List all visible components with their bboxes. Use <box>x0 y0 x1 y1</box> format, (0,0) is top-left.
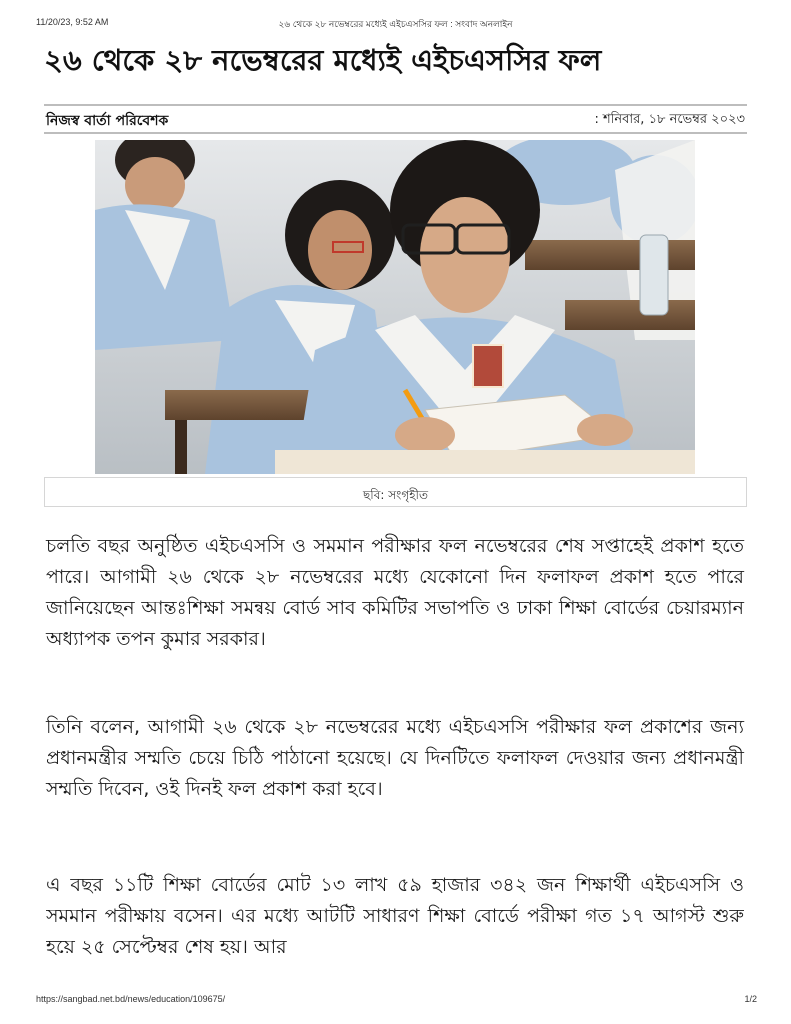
article-headline: ২৬ থেকে ২৮ নভেম্বরের মধ্যেই এইচএসসির ফল <box>44 43 602 77</box>
print-footer <box>0 994 791 1008</box>
print-url[interactable]: https://sangbad.net.bd/news/education/109675/ <box>36 994 226 1004</box>
article-photo <box>95 140 695 474</box>
publish-date: : শনিবার, ১৮ নভেম্বর ২০২৩ <box>594 112 745 127</box>
print-page-number: 1/2 <box>744 994 757 1004</box>
article-paragraph: তিনি বলেন, আগামী ২৬ থেকে ২৮ নভেম্বরের মধ্যে এইচএসসি পরীক্ষার ফল প্রকাশের জন্য প্রধানমন্ত্রীর সম্মতি চেয়ে চিঠি পাঠানো হয়েছে। যে দিনটিতে ফলাফল দেওয়ার জন্য প্রধানমন্ত্রী সম্মতি দিবেন, ওই দিনই ফল প্রকাশ করা হবে। <box>46 716 744 800</box>
author-name[interactable]: নিজস্ব বার্তা পরিবেশক <box>46 113 169 129</box>
photo-caption-text: ছবি: সংগৃহীত <box>363 488 428 502</box>
byline-bar <box>44 104 747 134</box>
print-page-title: ২৬ থেকে ২৮ নভেম্বরের মধ্যেই এইচএসসির ফল : সংবাদ অনলাইন <box>278 19 513 29</box>
print-header <box>0 17 791 31</box>
article-paragraph: এ বছর ১১টি শিক্ষা বোর্ডের মোট ১৩ লাখ ৫৯ হাজার ৩৪২ জন শিক্ষার্থী এইচএসসি ও সমমান পরীক্ষায় বসেন। এর মধ্যে আটটি সাধারণ শিক্ষা বোর্ডে পরীক্ষা গত ১৭ আগস্ট শুরু হয়ে ২৫ সেপ্টেম্বর শেষ হয়। আর <box>46 874 744 958</box>
print-timestamp: 11/20/23, 9:52 AM <box>36 17 109 27</box>
article-paragraph: চলতি বছর অনুষ্ঠিত এইচএসসি ও সমমান পরীক্ষার ফল নভেম্বরের শেষ সপ্তাহেই প্রকাশ হতে পারে। আগামী ২৬ থেকে ২৮ নভেম্বরের মধ্যে যেকোনো দিন ফলাফল প্রকাশ হতে পারে জানিয়েছেন আন্তঃশিক্ষা সমন্বয় বোর্ড সাব কমিটির সভাপতি ও ঢাকা শিক্ষা বোর্ডের চেয়ারম্যান অধ্যাপক তপন কুমার সরকার। <box>46 535 744 650</box>
photo-caption <box>44 477 747 507</box>
